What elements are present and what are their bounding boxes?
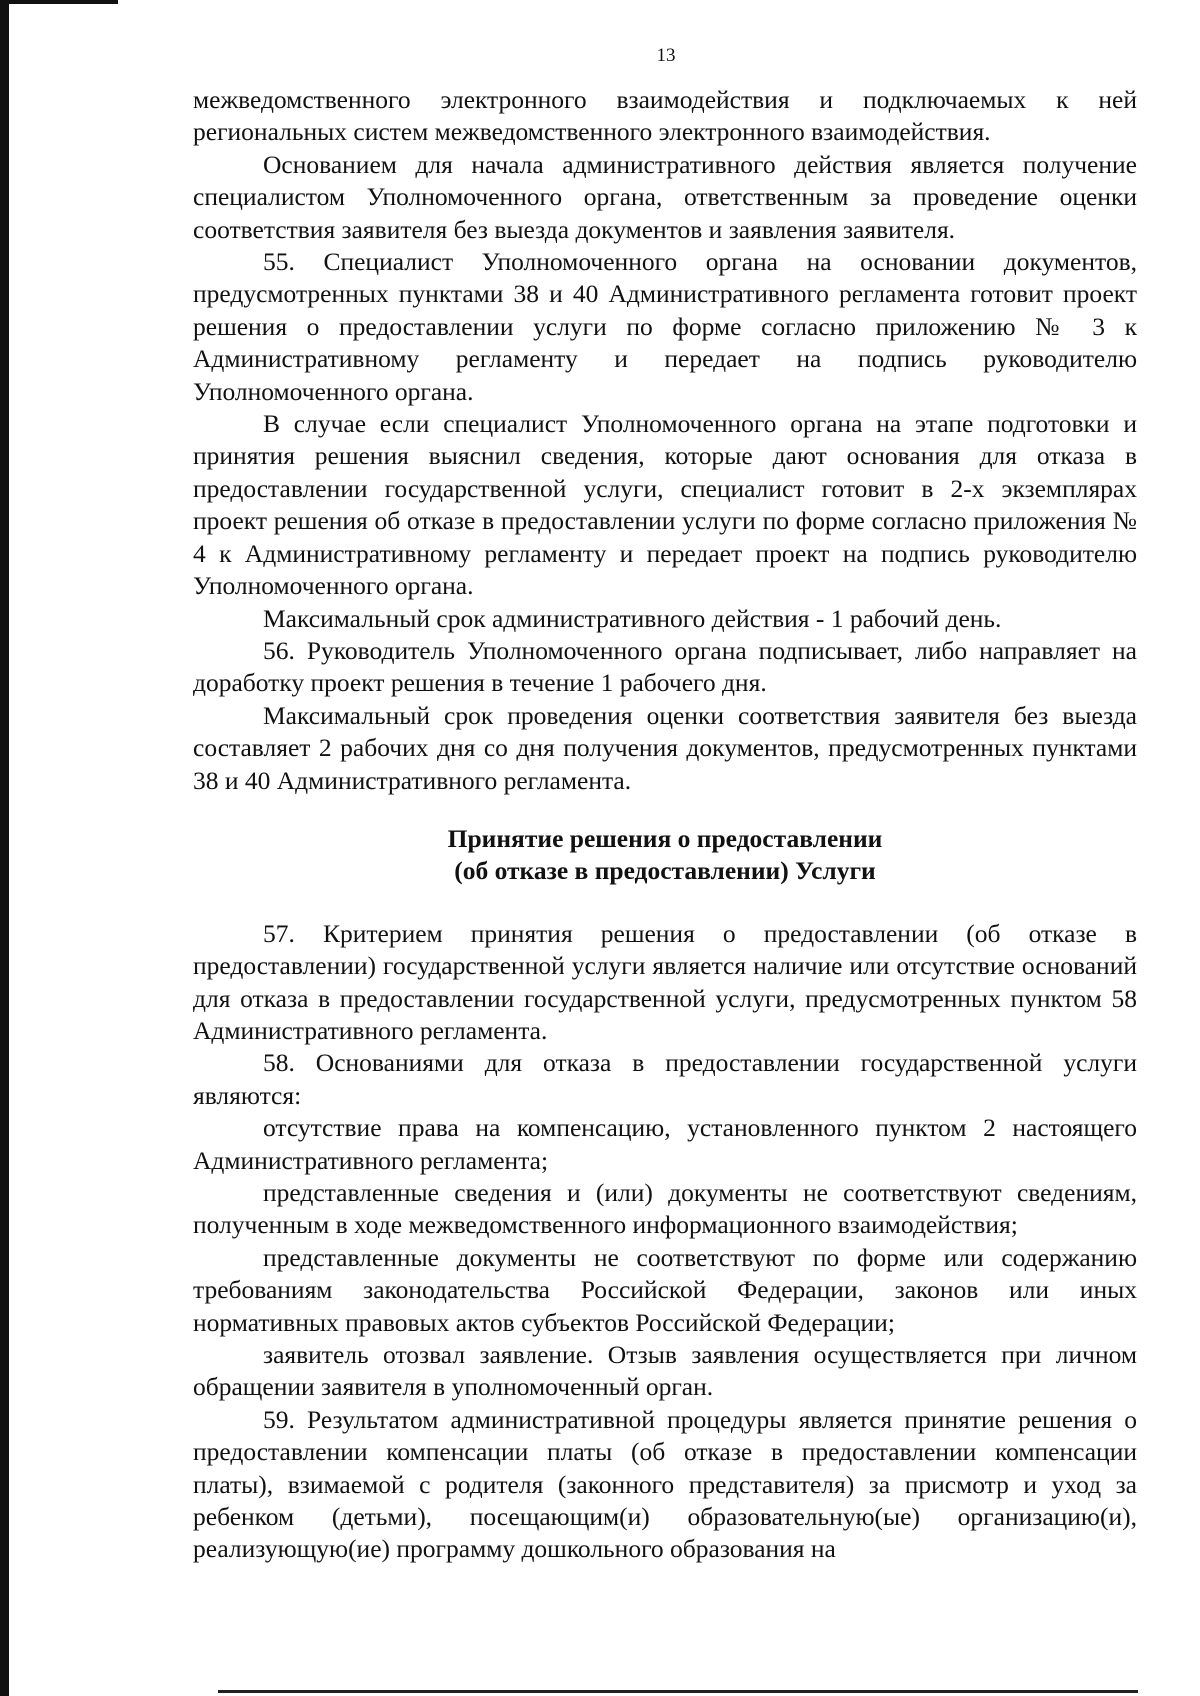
paragraph-ground-mismatch: представленные сведения и (или) документы не соответствуют сведениям, полученным в ходе межведомственного информационного взаимодействия; (193, 1178, 1137, 1240)
section-heading-line-2: (об отказе в предоставлении) Услуги (454, 856, 876, 886)
page-number: 13 (656, 45, 676, 66)
document-body (193, 84, 1137, 1566)
scan-top-mark (0, 0, 118, 4)
paragraph-58: 58. Основаниями для отказа в предоставлении государственной услуги являются: (193, 1048, 1137, 1110)
paragraph-max-term-action: Максимальный срок административного действия - 1 рабочий день. (263, 603, 1002, 633)
paragraph-refusal-case: В случае если специалист Уполномоченного органа на этапе подготовки и принятия решения выяснил сведения, которые дают основания для отказа в предоставлении государственной услуги, специалист готовит в 2-х экземплярах проект решения об отказе в предоставлении услуги по форме согласно приложения № 4 к Административному регламенту и передает проект на подпись руководителю Уполномоченного органа. (193, 409, 1137, 601)
paragraph-ground-form: представленные документы не соответствуют по форме или содержанию требованиям законодательства Российской Федерации, законов или иных нормативных правовых актов субъектов Российской Федерации; (193, 1242, 1137, 1337)
paragraph-ground-no-right: отсутствие права на компенсацию, установленного пунктом 2 настоящего Административного регламента; (193, 1113, 1137, 1175)
paragraph-ground-withdrawn: заявитель отозвал заявление. Отзыв заявления осуществляется при личном обращении заявителя в уполномоченный орган. (193, 1340, 1137, 1402)
paragraph-59: 59. Результатом административной процедуры является принятие решения о предоставлении компенсации платы (об отказе в предоставлении компенсации платы), взимаемой с родителя (законного представителя) за присмотр и уход за ребенком (детьми), посещающим(и) образовательную(ые) организацию(и), реализующую(ие) программу дошкольного образования на (193, 1404, 1137, 1564)
paragraph-55: 55. Специалист Уполномоченного органа на основании документов, предусмотренных пунктами 38 и 40 Административного регламента готовит проект решения о предоставлении услуги по форме согласно приложению № 3 к Административному регламенту и передает на подпись руководителю Уполномоченного органа. (193, 247, 1137, 406)
paragraph-57: 57. Критерием принятия решения о предоставлении (об отказе в предоставлении) государственной услуги является наличие или отсутствие оснований для отказа в предоставлении государственной услуги, предусмотренных пунктом 58 Административного регламента. (193, 918, 1137, 1045)
scan-bottom-line (218, 1690, 1138, 1693)
paragraph-56: 56. Руководитель Уполномоченного органа подписывает, либо направляет на доработку проект решения в течение 1 рабочего дня. (193, 635, 1137, 698)
section-heading (193, 823, 1137, 888)
paragraph-continuation: межведомственного электронного взаимодействия и подключаемых к ней региональных систем межведомственного электронного взаимодействия. (193, 85, 1137, 147)
scan-left-edge (0, 0, 9, 1696)
paragraph-basis: Основанием для начала административного действия является получение специалистом Уполномоченного органа, ответственным за проведение оценки соответствия заявителя без выезда документов и заявления заявителя. (193, 149, 1137, 244)
paragraph-max-term-assessment: Максимальный срок проведения оценки соответствия заявителя без выезда составляет 2 рабочих дня со дня получения документов, предусмотренных пунктами 38 и 40 Административного регламента. (193, 700, 1137, 795)
section-heading-line-1: Принятие решения о предоставлении (447, 823, 883, 853)
